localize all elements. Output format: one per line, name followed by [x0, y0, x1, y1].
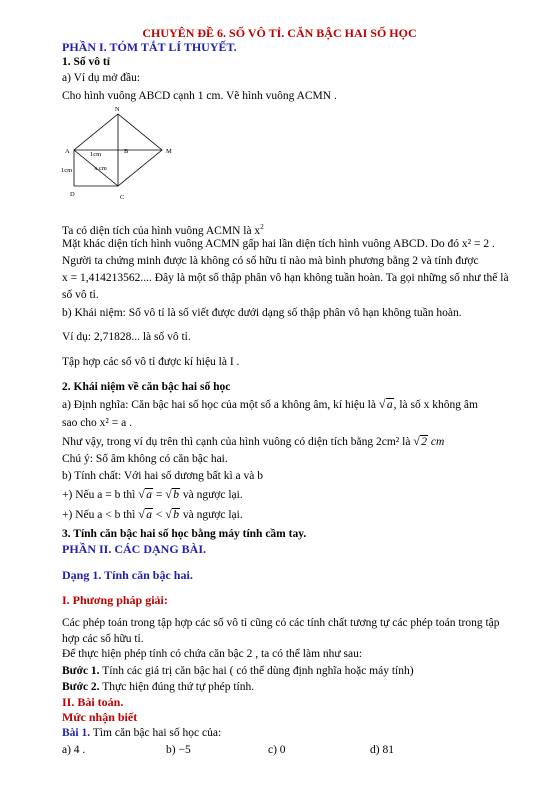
dang1-heading: Dạng 1. Tính căn bậc hai.	[62, 568, 193, 582]
label-diagonal: x cm	[94, 165, 107, 172]
label-top-1cm: 1cm	[90, 151, 102, 158]
para-tap-hop: Tập hợp các số vô tỉ được kí hiệu là I .	[62, 356, 240, 368]
sqrt-b-2: √ b	[165, 507, 179, 521]
sqrt-b-1: √ b	[165, 487, 179, 501]
option-b: b) −5	[166, 744, 191, 756]
para-nhu-vay: Như vậy, trong ví dụ trên thì cạnh của hình vuông có diện tích bằng 2cm² là √ 2 cm	[62, 434, 445, 448]
document-title: CHUYÊN ĐỀ 6. SỐ VÔ TỈ. CĂN BẬC HAI SỐ HỌC	[142, 26, 417, 40]
para-dinh-nghia: a) Định nghĩa: Căn bậc hai số học của một số a không âm, kí hiệu là √ a, là số x không âm	[62, 397, 478, 411]
section3-heading: 3. Tính căn bậc hai số học bằng máy tính cầm tay.	[62, 528, 307, 540]
square-figure	[60, 104, 190, 214]
para-huu-ti: hợp các số hữu tỉ.	[62, 633, 144, 645]
sqrt-2: √ 2	[413, 434, 428, 448]
example-intro: a) Ví dụ mở đầu:	[62, 72, 141, 84]
sqrt-a-2: √ a	[138, 507, 152, 521]
exercise1: Bài 1. Tìm căn bậc hai số học của:	[62, 727, 222, 739]
para-chu-y: Chú ý: Số âm không có căn bậc hai.	[62, 453, 228, 465]
sqrt-a-1: √ a	[138, 487, 152, 501]
para-vi-du: Ví dụ: 2,71828... là số vô tỉ.	[62, 331, 191, 343]
para-neu-nho: +) Nếu a < b thì √ a < √ b và ngược lại.	[62, 507, 243, 521]
para-neu-bang: +) Nếu a = b thì √ a = √ b và ngược lại.	[62, 487, 243, 501]
area-line: Ta có diện tích của hình vuông ACMN là $x^2$	[62, 223, 264, 237]
para-khai-niem: b) Khái niệm: Số vô tỉ là số viết được dưới dạng số thập phân vô hạn không tuần hoàn.	[62, 307, 462, 319]
section2-heading: 2. Khái niệm về căn bậc hai số học	[62, 381, 231, 393]
option-c: c) 0	[268, 744, 286, 756]
problems-heading: II. Bài toán.	[62, 695, 124, 709]
label-N: N	[115, 106, 120, 113]
label-A: A	[65, 148, 70, 155]
option-d: d) 81	[370, 744, 394, 756]
option-a: a) 4 .	[62, 744, 86, 756]
step2: Bước 2. Thực hiện đúng thứ tự phép tính.	[62, 681, 255, 693]
label-D: D	[70, 191, 75, 198]
label-B: B	[124, 148, 129, 155]
method-heading: I. Phương pháp giải:	[62, 593, 168, 607]
label-C: C	[120, 194, 125, 201]
label-M: M	[166, 148, 172, 155]
square-line: Cho hình vuông ABCD cạnh 1 cm. Vẽ hình vuông ACMN .	[62, 90, 337, 102]
level-heading: Mức nhận biết	[62, 710, 138, 724]
part2-heading: PHẦN II. CÁC DẠNG BÀI.	[62, 542, 207, 556]
para-x-value: x = 1,414213562.... Đây là một số thập phân vô hạn không tuần hoàn. Ta gọi những số như thế là	[62, 272, 509, 284]
para-tinh-chat: b) Tính chất: Với hai số dương bất kì a và b	[62, 470, 263, 482]
part1-heading: PHẦN I. TÓM TẮT LÍ THUYẾT.	[62, 40, 237, 54]
sqrt-a: √ a	[378, 397, 393, 411]
para-cac-phep: Các phép toán trong tập hợp các số vô tỉ cũng có các tính chất tương tự các phép toán trong tập	[62, 617, 500, 629]
para-de-thuc: Để thực hiện phép tính có chứa căn bậc 2 , ta có thể làm như sau:	[62, 648, 363, 660]
para-sao-cho: sao cho x² = a .	[62, 417, 132, 429]
para-nguoi-ta: Người ta chứng minh được là không có số hữu tỉ nào mà bình phương bằng 2 và tính được	[62, 255, 479, 267]
label-left-1cm: 1cm	[61, 167, 73, 174]
para-mat-khac: Mặt khác diện tích hình vuông ACMN gấp hai lần diện tích hình vuông ABCD. Do đó x² = 2 .	[62, 238, 495, 250]
step1: Bước 1. Tính các giá trị căn bậc hai ( có thể dùng định nghĩa hoặc máy tính)	[62, 665, 414, 677]
para-so-vo-ti: số vô tỉ.	[62, 289, 99, 301]
section1-heading: 1. Số vô tỉ	[62, 56, 110, 68]
